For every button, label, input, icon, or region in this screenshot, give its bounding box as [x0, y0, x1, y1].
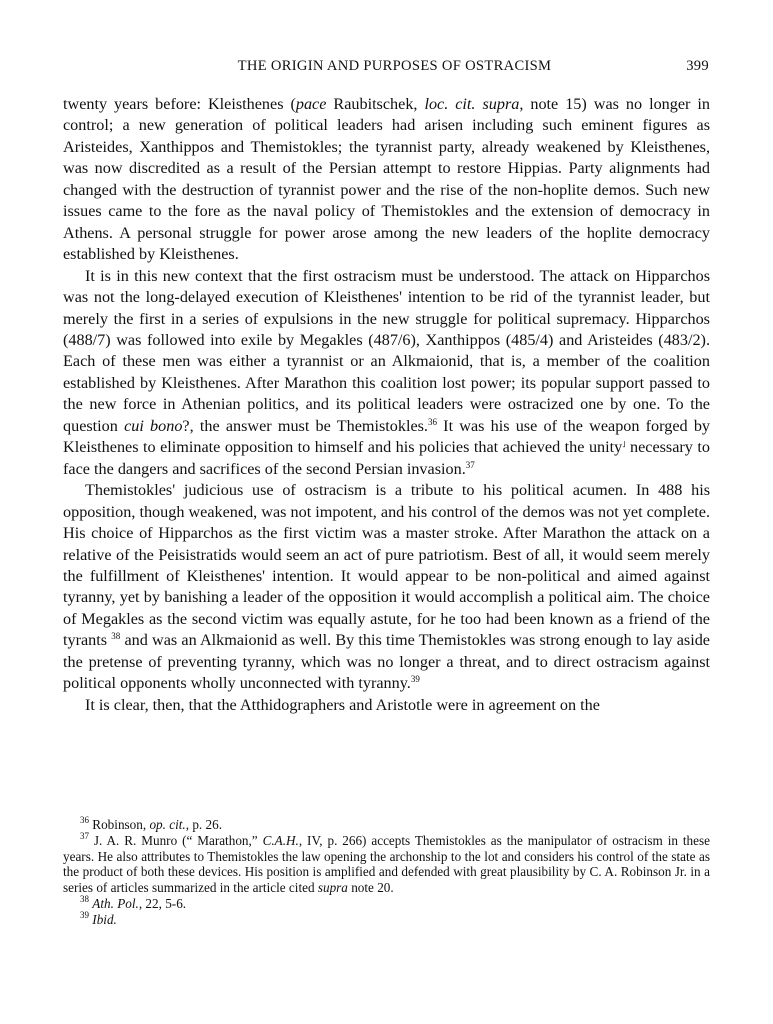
running-head: [62, 58, 709, 80]
footnotes: [63, 817, 710, 928]
paragraph-4: It is clear, then, that the Atthidographers and Aristotle were in agreement on the: [85, 695, 600, 714]
stray-mark: ˩: [622, 439, 626, 450]
footnote-36: $^{36}$ Robinson, op. cit., p. 26.: [80, 815, 222, 832]
body-text: [63, 94, 710, 716]
paragraph-3: Themistokles' judicious use of ostracism is a tribute to his political acumen. In 488 his opposition, though weakened, was not impotent, and his control of the demos was not yet complete. His choice of Hipparchos as the first victim was a master stroke. After Marathon the attack on a relative of the Peisistratids would seem an act of pure patriotism. Best of all, it would seem merely the fulfillment of Kleisthenes' intention. It would appear to be non-political and aimed against tyranny, yet by banishing a leader of the opposition it would accomplish a political aim. The choice of Megakles as the second victim was equally astute, for he too had been known as a friend of the tyrants $^{38}$ and was an Alkmaionid as well. By this time Themistokles was strong enough to lay aside the pretense of preventing tyranny, which was no longer a threat, and to direct ostracism against political opponents wholly unconnected with tyranny.$^{39}$: [63, 481, 710, 693]
footnote-39: $^{39}$ Ibid.: [80, 909, 117, 927]
running-title: THE ORIGIN AND PURPOSES OF OSTRACISM: [237, 58, 552, 74]
page-number: 399: [686, 58, 709, 74]
footnote-37: $^{37}$ J. A. R. Munro (“ Marathon,” C.A.H., IV, p. 266) accepts Themistokles as the manipulator of ostracism in these years. He also attributes to Themistokles the law opening the archonship to the lot and considers his control of the state as the product of both these devices. His position is amplified and defended with great plausibility by C. A. Robinson Jr. in a series of articles summarized in the article cited supra note 20.: [63, 830, 710, 896]
footnote-ref-37[interactable]: 37: [465, 459, 475, 470]
footnote-38: $^{38}$ Ath. Pol., 22, 5-6.: [80, 893, 187, 911]
paragraph-2: It is in this new context that the first ostracism must be understood. The attack on Hipparchos was not the long-delayed execution of Kleisthenes' intention to be rid of the tyrannist leader, but merely the first in a series of expulsions in the new struggle for political supremacy. Hipparchos (488/7) was followed into exile by Megakles (487/6), Xanthippos (485/4) and Aristeides (483/2). Each of these men was either a tyrannist or an Alkmaionid, that is, a member of the coalition established by Kleisthenes. After Marathon this coalition lost power; its popular support passed to the new force in Athenian politics, and its political leaders were ostracized one by one. To the question cui bono?, the answer must be Themistokles.$^{36}$ It was his use of the weapon forged by Kleisthenes to eliminate opposition to himself and his policies that achieved the unity˩ necessary to face the dangers and sacrifices of the second Persian invasion.$^{37}$: [63, 266, 711, 478]
footnote-ref-39[interactable]: 39: [410, 674, 420, 685]
paragraph-1: twenty years before: Kleisthenes (pace Raubitschek, loc. cit. supra, note 15) was no longer in control; a new generation of political leaders had arisen including such eminent figures as Aristeides, Xanthippos and Themistokles; the tyrannist party, already weakened by Kleisthenes, was now discredited as a result of the Persian attempt to restore Hippias. Party alignments had changed with the destruction of tyrannist power and the rise of the non-hoplite demos. Such new issues came to the fore as the naval policy of Themistokles and the extension of democracy in Athens. A personal struggle for power arose among the new leaders of the hoplite democracy established by Kleisthenes.: [63, 95, 710, 264]
footnote-ref-38[interactable]: 38: [111, 631, 121, 642]
footnote-ref-36[interactable]: 36: [427, 416, 437, 427]
